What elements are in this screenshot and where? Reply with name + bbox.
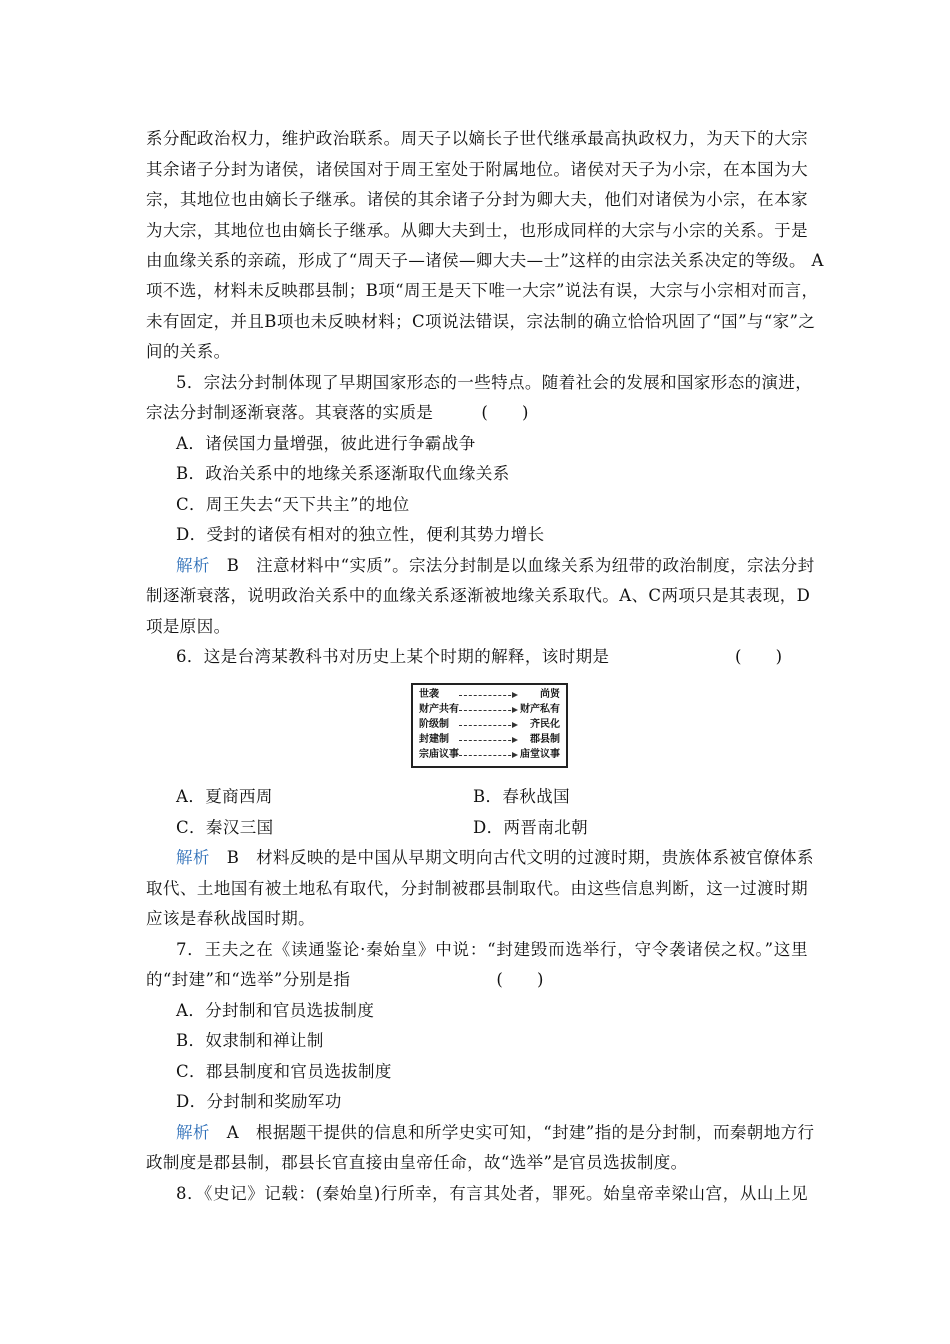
q6-analysis-line-1 bbox=[176, 848, 814, 868]
diagram-from: 世袭 bbox=[419, 689, 439, 700]
q7-stem-line-1: 7．王夫之在《读通鉴论·秦始皇》中说：“封建毁而选举行，守令袭诸侯之权。”这里 bbox=[176, 940, 808, 959]
dashed-arrow-icon bbox=[459, 755, 516, 756]
diagram-to: 财产私有 bbox=[520, 704, 560, 715]
q6-option-a: A．夏商西周 bbox=[176, 787, 273, 806]
intro-line-6: 项不选，材料未反映郡县制；B项“周王是天下唯一大宗”说法有误，大宗与小宗相对而言， bbox=[146, 281, 819, 300]
q5-option-c: C．周王失去“天下共主”的地位 bbox=[176, 495, 410, 514]
q6-option-d: D．两晋南北朝 bbox=[473, 818, 589, 837]
q5-analysis-line-3: 项是原因。 bbox=[146, 617, 231, 636]
diagram-row bbox=[413, 733, 566, 747]
intro-line-7: 未有固定，并且B项也未反映材料；C项说法错误，宗法制的确立恰恰巩固了“国”与“家”之 bbox=[146, 312, 816, 331]
q6-transition-diagram bbox=[411, 683, 568, 768]
dashed-arrow-icon bbox=[459, 740, 516, 741]
intro-line-2: 其余诸子分封为诸侯，诸侯国对于周王室处于附属地位。诸侯对天子为小宗，在本国为大 bbox=[146, 160, 808, 179]
dashed-arrow-icon bbox=[459, 710, 516, 711]
q5-analysis-label: 解析 bbox=[176, 556, 210, 575]
diagram-to: 庙堂议事 bbox=[520, 749, 560, 760]
diagram-from: 财产共有 bbox=[419, 704, 459, 715]
q6-analysis-text: B 材料反映的是中国从早期文明向古代文明的过渡时期，贵族体系被官僚体系 bbox=[209, 848, 814, 867]
diagram-from: 阶级制 bbox=[419, 719, 449, 730]
q7-stem-line-2 bbox=[146, 970, 544, 990]
diagram-from: 宗庙议事 bbox=[419, 749, 459, 760]
q6-option-b: B．春秋战国 bbox=[473, 787, 571, 806]
q7-analysis-line-2: 政制度是郡县制，郡县长官直接由皇帝任命，故“选举”是官员选拔制度。 bbox=[146, 1153, 688, 1172]
diagram-from: 封建制 bbox=[419, 734, 449, 745]
q7-answer-paren: ( ) bbox=[496, 970, 544, 989]
q7-option-a: A．分封制和官员选拔制度 bbox=[176, 1001, 375, 1020]
q7-stem-text: 的“封建”和“选举”分别是指 bbox=[146, 970, 351, 989]
intro-line-3: 宗，其地位也由嫡长子继承。诸侯的其余诸子分封为卿大夫，他们对诸侯为小宗，在本家 bbox=[146, 190, 808, 209]
q5-option-a: A．诸侯国力量增强，彼此进行争霸战争 bbox=[176, 434, 476, 453]
q6-stem: 6．这是台湾某教科书对历史上某个时期的解释，该时期是 bbox=[176, 647, 610, 666]
q5-option-b: B．政治关系中的地缘关系逐渐取代血缘关系 bbox=[176, 464, 510, 483]
q6-option-c: C．秦汉三国 bbox=[176, 818, 274, 837]
intro-line-4: 为大宗，其地位也由嫡长子继承。从卿大夫到士，也形成同样的大宗与小宗的关系。于是 bbox=[146, 221, 808, 240]
diagram-row bbox=[413, 703, 566, 717]
intro-line-8: 间的关系。 bbox=[146, 342, 231, 361]
diagram-to: 郡县制 bbox=[530, 734, 560, 745]
dashed-arrow-icon bbox=[459, 725, 516, 726]
diagram-to: 尚贤 bbox=[540, 689, 560, 700]
q6-answer-paren: ( ) bbox=[735, 647, 783, 666]
q7-option-d: D．分封制和奖励军功 bbox=[176, 1092, 342, 1111]
q5-analysis-line-1 bbox=[176, 556, 815, 576]
q5-analysis-text: B 注意材料中“实质”。宗法分封制是以血缘关系为纽带的政治制度，宗法分封 bbox=[209, 556, 815, 575]
q5-option-d: D．受封的诸侯有相对的独立性，便利其势力增长 bbox=[176, 525, 545, 544]
q6-analysis-line-3: 应该是春秋战国时期。 bbox=[146, 909, 315, 928]
intro-line-1: 系分配政治权力，维护政治联系。周天子以嫡长子世代继承最高执政权力，为天下的大宗 bbox=[146, 129, 808, 148]
q7-analysis-text: A 根据题干提供的信息和所学史实可知，“封建”指的是分封制，而秦朝地方行 bbox=[209, 1123, 815, 1142]
q5-analysis-line-2: 制逐渐衰落，说明政治关系中的血缘关系逐渐被地缘关系取代。A、C两项只是其表现，D bbox=[146, 586, 811, 605]
diagram-row bbox=[413, 688, 566, 702]
q5-stem-line-2 bbox=[146, 403, 529, 423]
q7-option-c: C．郡县制度和官员选拔制度 bbox=[176, 1062, 392, 1081]
diagram-row bbox=[413, 718, 566, 732]
q7-analysis-line-1 bbox=[176, 1123, 815, 1143]
q6-analysis-label: 解析 bbox=[176, 848, 210, 867]
q7-analysis-label: 解析 bbox=[176, 1123, 210, 1142]
diagram-to: 齐民化 bbox=[530, 719, 560, 730]
q5-stem-line-1: 5．宗法分封制体现了早期国家形态的一些特点。随着社会的发展和国家形态的演进， bbox=[176, 373, 813, 392]
dashed-arrow-icon bbox=[459, 695, 516, 696]
q6-analysis-line-2: 取代、土地国有被土地私有取代，分封制被郡县制取代。由这些信息判断，这一过渡时期 bbox=[146, 879, 808, 898]
q5-answer-paren: ( ) bbox=[481, 403, 529, 422]
q5-stem-text: 宗法分封制逐渐衰落。其衰落的实质是 bbox=[146, 403, 434, 422]
q8-stem: 8．《史记》记载：(秦始皇)行所幸，有言其处者，罪死。始皇帝幸梁山宫，从山上见 bbox=[176, 1184, 808, 1203]
q7-option-b: B．奴隶制和禅让制 bbox=[176, 1031, 324, 1050]
intro-line-5: 由血缘关系的亲疏，形成了“周天子—诸侯—卿大夫—士”这样的由宗法关系决定的等级。 A bbox=[146, 251, 824, 270]
diagram-row bbox=[413, 748, 566, 762]
